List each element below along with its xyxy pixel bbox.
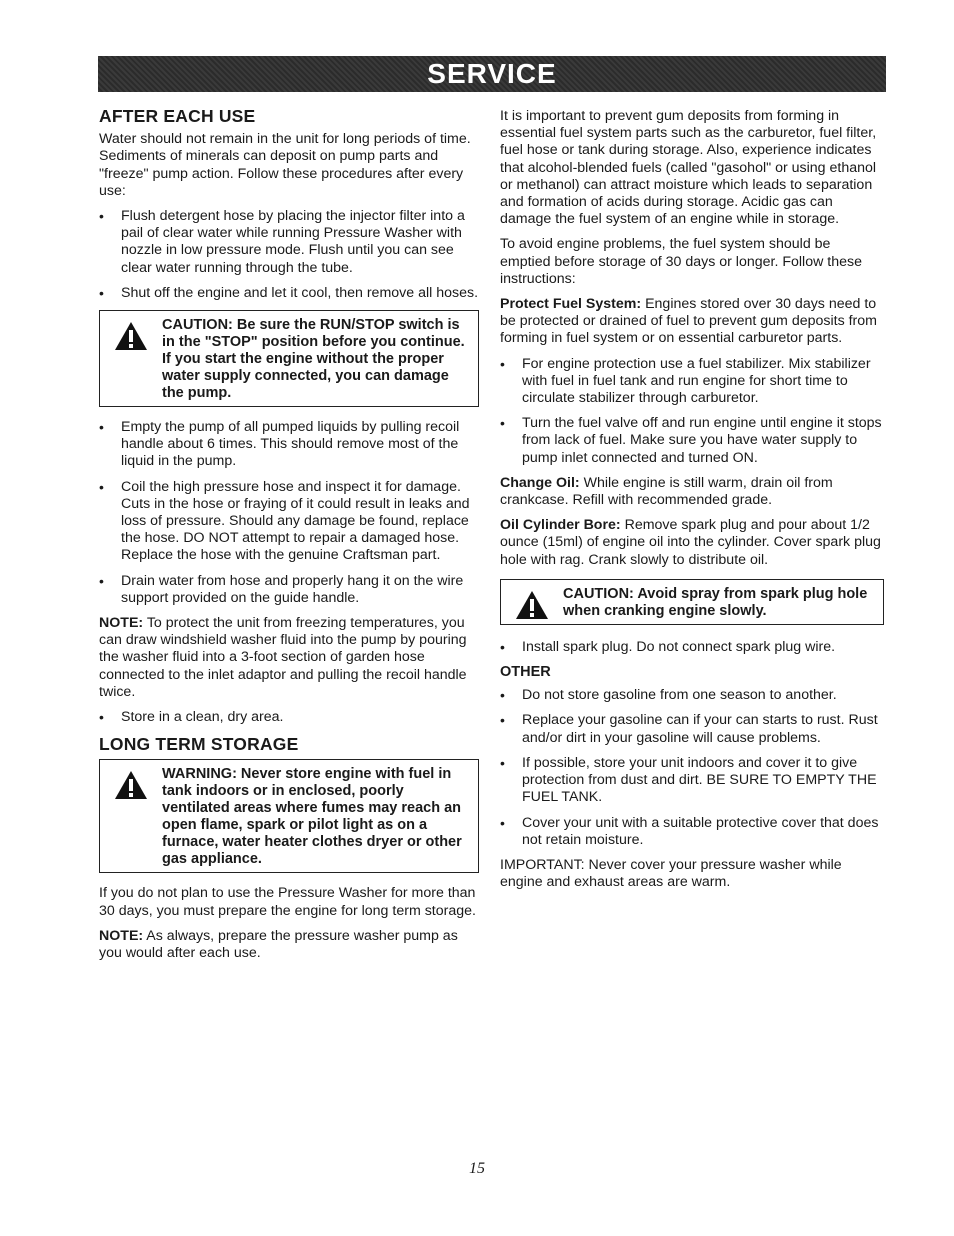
bullet-icon: • (500, 754, 505, 771)
important-para: IMPORTANT: Never cover your pressure washer while engine and exhaust areas are warm. (500, 856, 842, 891)
note-text: To protect the unit from freezing temperatures, you can draw windshield washer fluid into the pump by pouring the washer fluid into a 3-foot section of garden hose connected to the inlet adaptor and pulling the recoil handle twice. (99, 615, 467, 700)
list-item (500, 712, 884, 746)
change-oil-label: Change Oil: (500, 474, 580, 491)
list-item (99, 419, 479, 471)
list-item-text: Install spark plug. Do not connect spark plug wire. (522, 638, 836, 655)
caution-text: CAUTION: Avoid spray from spark plug hole when cranking engine slowly. (563, 585, 868, 619)
list-item-text: If possible, store your unit indoors and cover it to give protection from dust and dirt. BE SURE TO EMPTY THE FUEL TANK. (522, 754, 877, 806)
protect-label: Protect Fuel System: (500, 296, 642, 313)
list-item (500, 687, 884, 704)
list-item-text: For engine protection use a fuel stabilizer. Mix stabilizer with fuel in fuel tank and run engine for short time to circulate stabilizer through carburetor. (522, 355, 871, 407)
bullet-icon: • (99, 419, 104, 436)
protect-fuel-system-para (500, 296, 884, 348)
warning-box-fuel (99, 759, 479, 873)
list-item-text: Store in a clean, dry area. (121, 709, 284, 726)
page-number: 15 (469, 1160, 485, 1177)
list-item (99, 208, 479, 277)
list-item (99, 573, 479, 607)
service-banner (98, 56, 886, 92)
warning-triangle-icon (114, 770, 148, 800)
after-each-use-intro: Water should not remain in the unit for long periods of time. Sediments of minerals can deposit on pump parts and "freeze" pump action. Follow these procedures after every use: (99, 131, 471, 199)
list-item (500, 639, 884, 656)
caution-box-spark-plug (500, 579, 884, 625)
bullet-icon: • (500, 355, 505, 372)
protect-text: Engines stored over 30 days need to be protected or drained of fuel to prevent gum deposits from forming in fuel system or on essential carburetor parts. (500, 296, 877, 347)
bullet-icon: • (99, 478, 104, 495)
list-item (99, 479, 479, 565)
avoid-problems-para: To avoid engine problems, the fuel system should be emptied before storage of 30 days or longer. Follow these instructions: (500, 236, 862, 287)
list-item-text: Do not store gasoline from one season to another. (522, 687, 837, 704)
list-item-text: Empty the pump of all pumped liquids by pulling recoil handle about 6 times. This should remove most of the liquid in the pump. (121, 419, 460, 470)
freeze-note (99, 615, 479, 701)
bullet-icon: • (500, 712, 505, 729)
list-item (500, 815, 884, 849)
bullet-icon: • (99, 208, 104, 225)
bullet-icon: • (500, 814, 505, 831)
bullet-icon: • (500, 687, 505, 704)
bore-text: Remove spark plug and pour about 1/2 ounce (15ml) of engine oil into the cylinder. Cover spark plug hole with rag. Crank slowly to distribute oil. (500, 517, 881, 568)
after-each-use-heading: AFTER EACH USE (99, 106, 256, 126)
list-item (500, 755, 884, 807)
bullet-icon: • (500, 638, 505, 655)
list-item-text: Shut off the engine and let it cool, then remove all hoses. (121, 284, 479, 301)
caution-text: CAUTION: Be sure the RUN/STOP switch is in the "STOP" position before you continue. If you start the engine without the proper water supply connected, you can damage the pump. (162, 317, 465, 402)
list-item-text: Replace your gasoline can if your can starts to rust. Rust and/or dirt in your gasoline will cause problems. (522, 712, 878, 746)
warning-triangle-icon (114, 321, 148, 351)
warning-triangle-icon (515, 590, 549, 620)
note-label: NOTE: (99, 927, 144, 944)
oil-cylinder-bore-para (500, 517, 884, 569)
bullet-icon: • (500, 415, 505, 432)
bore-label: Oil Cylinder Bore: (500, 517, 621, 534)
list-item-text: Turn the fuel valve off and run engine until engine it stops from lack of fuel. Make sure you have water supply to pump inlet connected and turned ON. (522, 415, 882, 466)
bullet-icon: • (99, 572, 104, 589)
change-oil-para (500, 475, 884, 509)
left-column (99, 108, 479, 970)
long-term-note (99, 928, 479, 962)
long-term-para: If you do not plan to use the Pressure Washer for more than 30 days, you must prepare the engine for long term storage. (99, 885, 476, 919)
caution-box-run-stop (99, 310, 479, 407)
list-item-text: Cover your unit with a suitable protective cover that does not retain moisture. (522, 814, 879, 848)
list-item (500, 356, 884, 408)
list-item (99, 709, 479, 726)
bullet-icon: • (99, 709, 104, 726)
list-item (500, 415, 884, 467)
gum-deposits-para: It is important to prevent gum deposits from forming in essential fuel system parts such as the carburetor, fuel filter, fuel hose or tank during storage. Also, experience indicates that alcohol-blended fuels (called "gasohol" or using ethanol or methanol) can attract moisture which leads to separation and formation of acids during storage. Acidic gas can damage the fuel system of an engine while in storage. (500, 108, 877, 228)
change-oil-text: While engine is still warm, drain oil from crankcase. Refill with recommended grade. (500, 474, 833, 509)
list-item (99, 285, 479, 302)
note-text: As always, prepare the pressure washer pump as you would after each use. (99, 927, 458, 962)
list-item-text: Drain water from hose and properly hang it on the wire support provided on the guide handle. (121, 572, 464, 606)
long-term-storage-heading: LONG TERM STORAGE (99, 734, 299, 755)
note-label: NOTE: (99, 615, 144, 632)
list-item-text: Flush detergent hose by placing the injector filter into a pail of clear water while running Pressure Washer with nozzle in low pressure mode. Flush until you can see clear water running through the tube. (121, 208, 465, 276)
list-item-text: Coil the high pressure hose and inspect it for damage. Cuts in the hose or fraying of it could result in leaks and loss of pressure. Should any damage be found, replace the hose. DO NOT attempt to repair a damaged hose. Replace the hose with the genuine Craftsman part. (121, 478, 470, 564)
right-column (500, 108, 884, 899)
warning-text: WARNING: Never store engine with fuel in tank indoors or in enclosed, poorly ventilated areas where fumes may reach an open flame, spark or pilot light as on a furnace, water heater clothes dryer or other gas appliance. (162, 766, 462, 868)
page-title: SERVICE (427, 58, 557, 89)
other-heading: OTHER (500, 664, 551, 681)
bullet-icon: • (99, 284, 104, 301)
